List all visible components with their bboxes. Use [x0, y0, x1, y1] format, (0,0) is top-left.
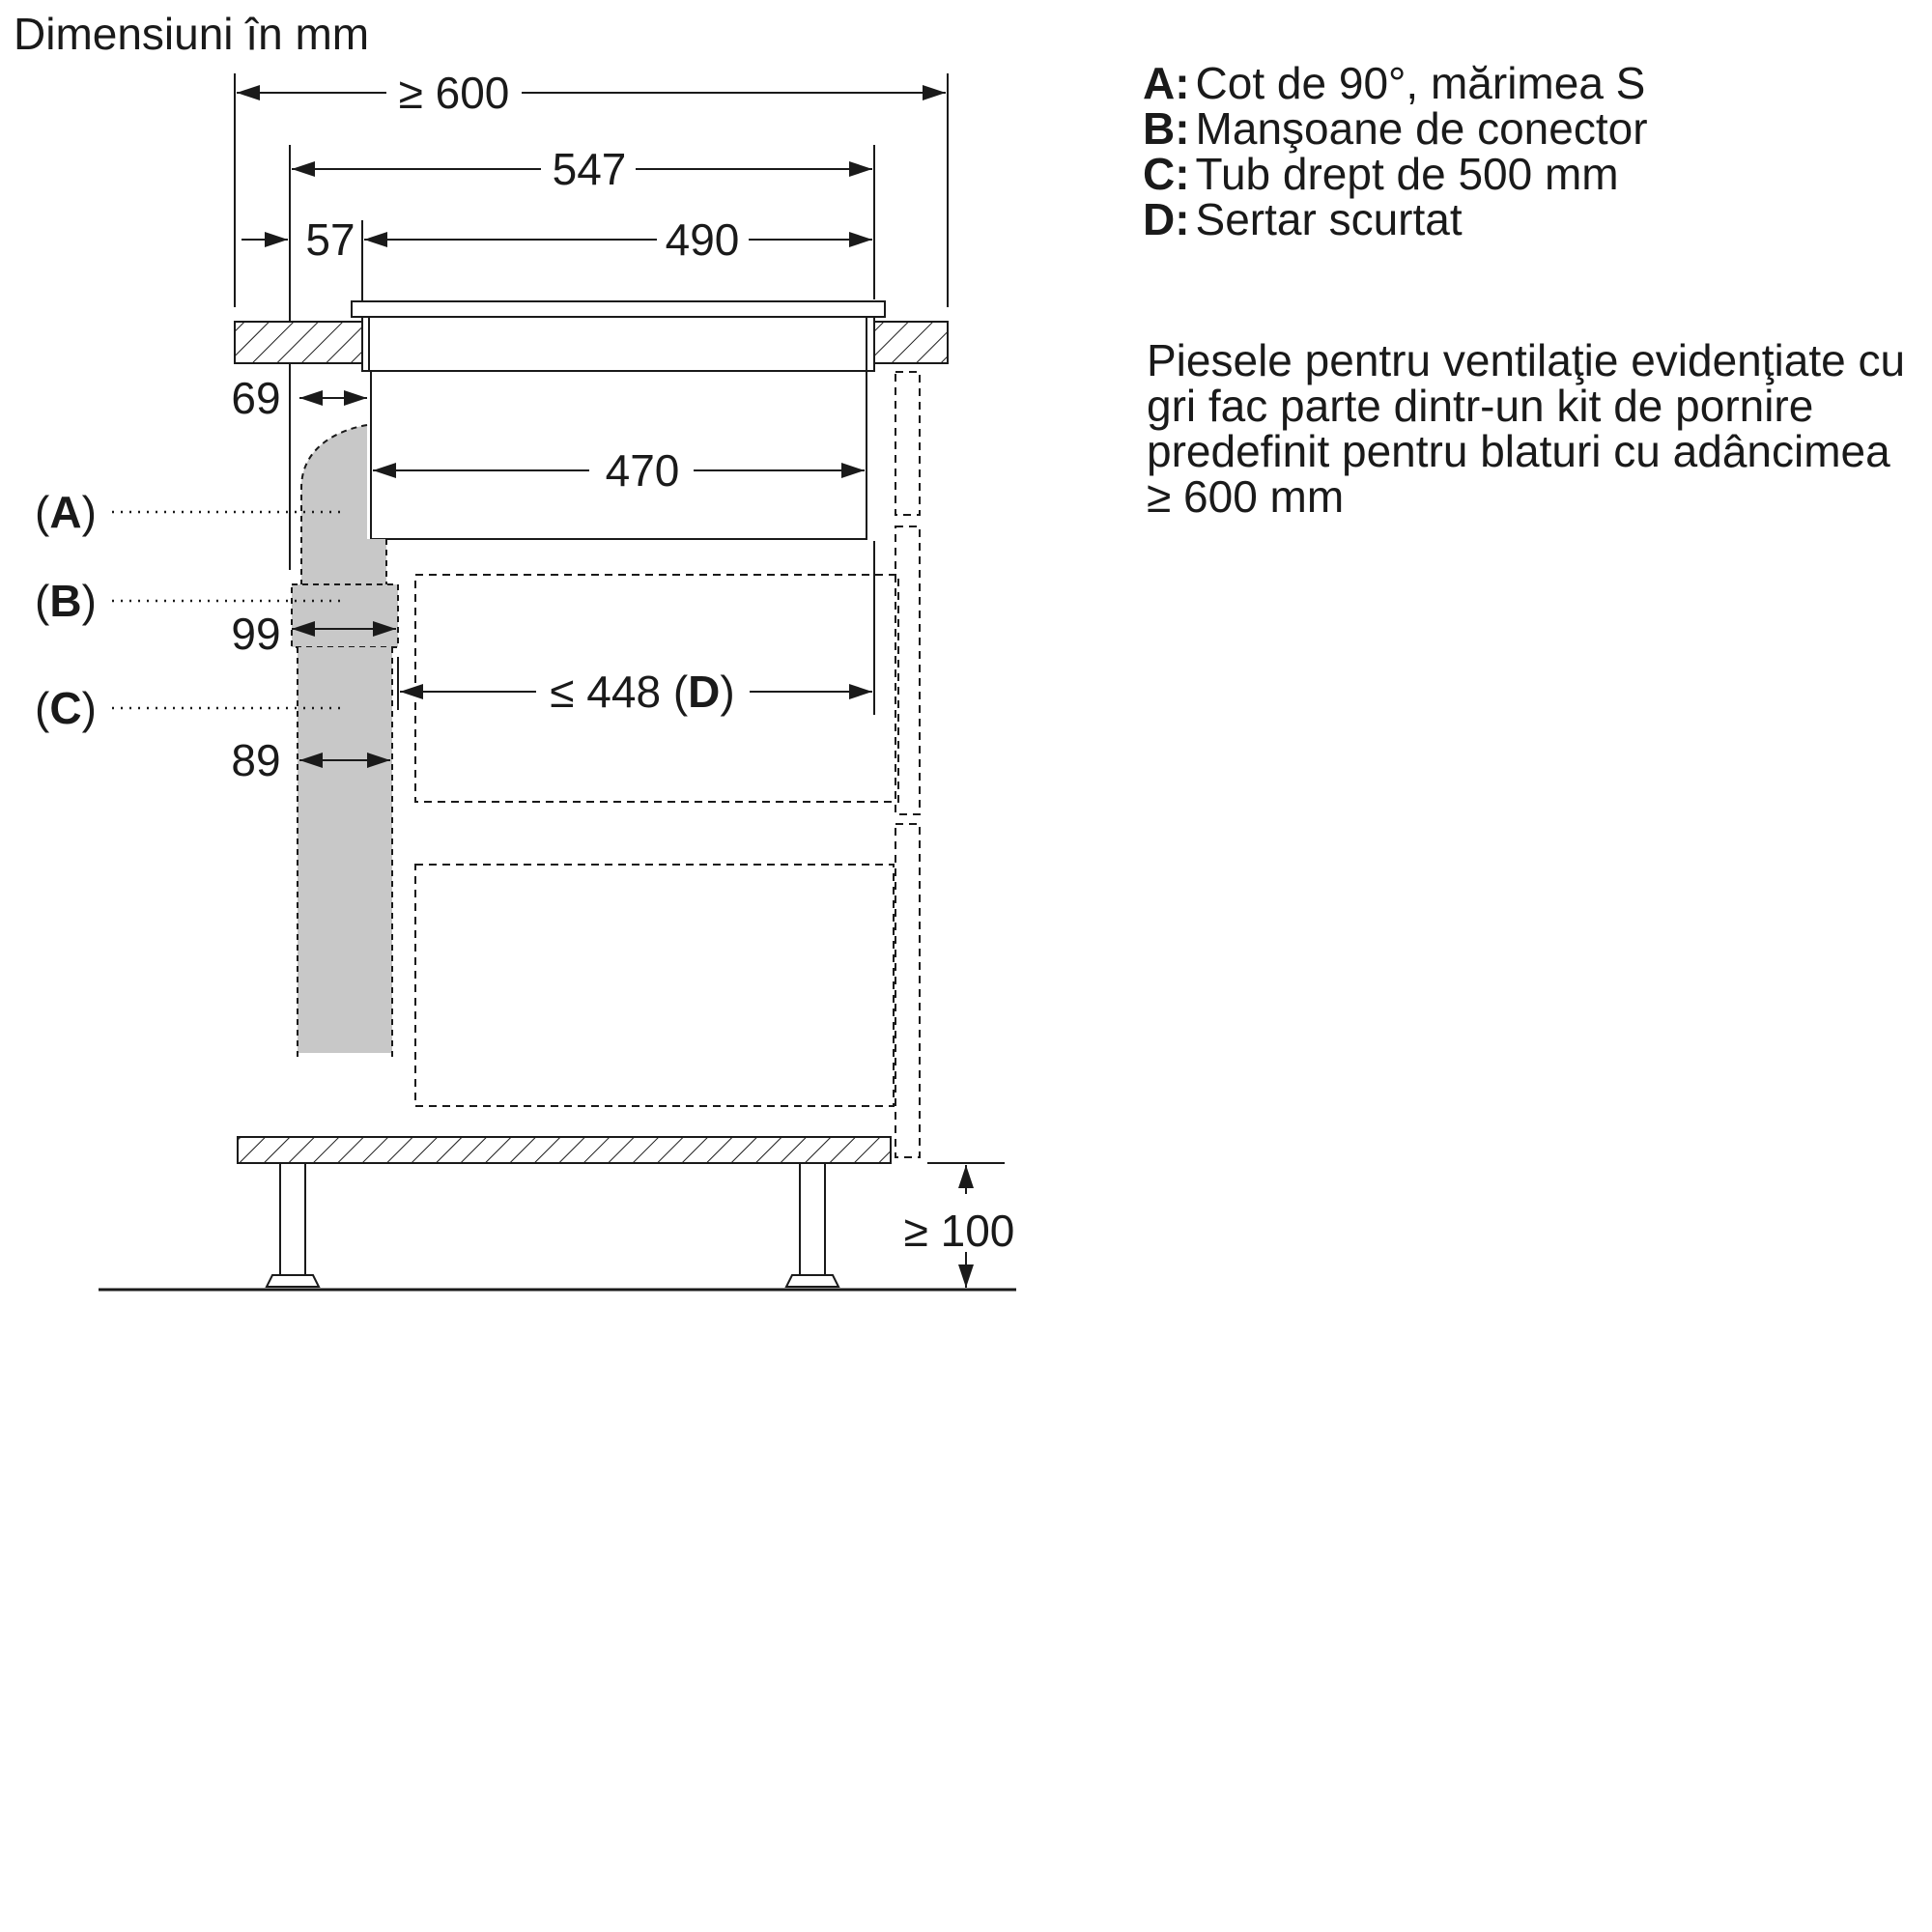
legend [1143, 58, 1648, 244]
hob-glass-plate [352, 301, 885, 317]
dim-label-100: ≥ 100 [903, 1206, 1015, 1256]
legend-item-d: D: Sertar scurtat [1143, 194, 1463, 244]
leg-left [280, 1163, 305, 1275]
drawers [415, 575, 898, 1106]
dim-label-490: 490 [665, 214, 740, 265]
dim-label-89: 89 [231, 735, 281, 785]
svg-text:(C): (C) [35, 683, 97, 733]
dim-label-547: 547 [552, 144, 627, 194]
drawer-fronts [895, 372, 920, 1157]
drawer-lower [415, 865, 894, 1106]
dim-label-57: 57 [305, 214, 355, 265]
note-line: predefinit pentru blaturi cu adâncimea [1147, 426, 1890, 476]
dim-hob-depth [292, 144, 872, 194]
dim-plinth-100 [904, 1163, 1015, 1288]
callout-A [35, 487, 97, 537]
ventilation-note [1147, 335, 1919, 522]
pipe-C [298, 647, 392, 1053]
dim-label-448: ≤ 448 (D) [550, 667, 735, 717]
legend-item-a: A: Cot de 90°, mărimea S [1143, 58, 1646, 108]
note-line: ≥ 600 mm [1147, 471, 1345, 522]
dim-gap-69 [231, 373, 367, 423]
legend-item-c: C: Tub drept de 500 mm [1143, 149, 1619, 199]
dim-label-470: 470 [605, 445, 680, 496]
worktop-right [873, 322, 948, 363]
sleeve-B [292, 584, 398, 647]
note-line: Piesele pentru ventilaţie evidenţiate cu [1147, 335, 1906, 385]
cabinet-base [238, 1137, 891, 1163]
svg-text:(B): (B) [35, 576, 97, 626]
dim-label-99: 99 [231, 609, 281, 659]
svg-text:(A): (A) [35, 487, 97, 537]
page-title: Dimensiuni în mm [14, 9, 370, 59]
hob-body [362, 317, 874, 539]
leg-right [800, 1163, 825, 1275]
dim-drawer-448 [398, 657, 872, 717]
cabinet-legs [267, 1163, 838, 1287]
dim-offset-and-unit [242, 214, 872, 265]
callout-B [35, 576, 97, 626]
dim-total-depth [237, 68, 946, 118]
note-line: gri fac parte dintr-un kit de pornire [1147, 381, 1814, 431]
legend-item-b: B: Manşoane de conector [1143, 103, 1648, 154]
worktop-left [235, 322, 367, 363]
dim-label-69: 69 [231, 373, 281, 423]
dim-label-600: ≥ 600 [398, 68, 510, 118]
callout-C [35, 683, 97, 733]
